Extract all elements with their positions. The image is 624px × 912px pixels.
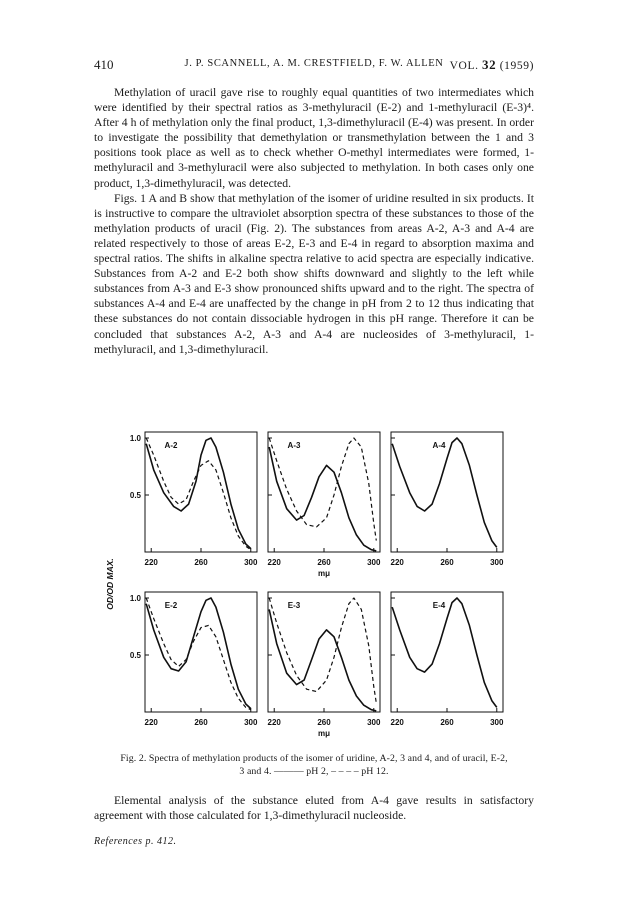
x-unit-label: mμ [317,729,331,738]
figure-2 [100,424,530,754]
volume-year: (1959) [499,60,534,72]
references-note: References p. 412. [94,836,177,847]
panel-label: E-4 [432,601,446,610]
final-paragraph-block [94,793,534,823]
panel-label: E-2 [164,601,178,610]
caption-line-1: Fig. 2. Spectra of methylation products of the isomer of uridine, A-2, 3 and 4, and of uracil, E-2, [120,753,508,764]
running-header [94,57,534,73]
series-line-ph2 [269,609,376,711]
series-line-ph12 [269,598,376,703]
x-tick-label: 220 [390,718,404,727]
header-authors: J. P. SCANNELL, A. M. CRESTFIELD, F. W. ALLEN [184,58,444,69]
series-line-ph2 [146,598,251,709]
paragraph: Methylation of uracil gave rise to roughly equal quantities of two intermediates which were identified by their spectral ratios as 3-methyluracil (E-2) and 1-methyluracil (E-3)⁴. After 4 h of methylation only the final product, 1,3-dimethyluracil (E-4) was present. In order to investigate the possibility that demethylation or transmethylation between the 1 and 3 positions took place as well as to check whether O-methyl intermediates were formed, 1-methyluracil and 3-methyluracil were also subjected to methylation. In both cases only one product, 1,3-dimethyluracil, was detected. [94,86,534,190]
panel-label: A-4 [432,441,446,450]
series-line-ph2 [392,438,497,547]
y-tick-label: 1.0 [129,434,141,443]
x-tick-label: 300 [367,718,381,727]
panel-frame [268,592,380,712]
panel-label: A-2 [164,441,178,450]
series-line-ph2 [146,438,251,549]
x-tick-label: 220 [144,718,158,727]
panel-frame [268,432,380,552]
x-tick-label: 260 [194,718,208,727]
x-tick-label: 300 [367,558,381,567]
y-axis-label: OD/OD MAX. [105,558,115,610]
spectra-figure [100,424,530,754]
x-tick-label: 300 [244,558,258,567]
x-tick-label: 260 [440,558,454,567]
series-line-ph12 [269,438,376,541]
header-volume [450,57,534,73]
x-tick-label: 260 [317,558,331,567]
x-tick-label: 260 [317,718,331,727]
volume-prefix: VOL. [449,60,479,72]
x-tick-label: 300 [490,558,504,567]
series-line-ph2 [269,447,376,551]
x-tick-label: 220 [144,558,158,567]
volume-number: 32 [482,57,497,72]
x-tick-label: 220 [267,718,281,727]
figure-caption [94,752,534,778]
x-tick-label: 260 [440,718,454,727]
x-tick-label: 260 [194,558,208,567]
y-tick-label: 1.0 [129,594,141,603]
paragraph: Elemental analysis of the substance eluted from A-4 gave results in satisfactory agreement with those calculated for 1,3-dimethyluracil nucleoside. [94,794,534,823]
y-tick-label: 0.5 [129,491,141,500]
panel-label: E-3 [287,601,301,610]
series-line-ph12 [146,438,251,550]
x-tick-label: 300 [244,718,258,727]
paragraph: Figs. 1 A and B show that methylation of the isomer of uridine resulted in six products. It is instructive to compare the ultraviolet absorption spectra of these substances to those of the methylation products of uracil (Fig. 2). The substances from areas A-2, A-3 and A-4 are related respectively to those of areas E-2, E-3 and E-4 in regard to absorption maxima and spectral ratios. The shifts in alkaline spectra relative to acid spectra are especially indicative. Substances from A-2 and E-2 both show shifts downward and slightly to the left while substances from A-3 and E-3 show pronounced shifts upward and to the right. The spectra of substances A-4 and E-4 are unaffected by the change in pH from 2 to 12 thus indicating that these substances do not contain dissociable hydrogen in this pH range. Therefore it can be concluded that substances A-2, A-3 and A-4 are nucleosides of 3-methyluracil, 1-methyluracil, and 1,3-dimethyluracil. [94,191,534,356]
page-number: 410 [94,57,114,72]
y-tick-label: 0.5 [129,651,141,660]
body-paragraphs [94,85,534,357]
panel-label: A-3 [287,441,301,450]
caption-line-2: 3 and 4. ——— pH 2, – – – – pH 12. [239,766,389,777]
panel-frame [391,432,503,552]
series-line-ph2 [392,598,497,707]
x-tick-label: 300 [490,718,504,727]
x-tick-label: 220 [390,558,404,567]
x-tick-label: 220 [267,558,281,567]
x-unit-label: mμ [317,569,331,578]
